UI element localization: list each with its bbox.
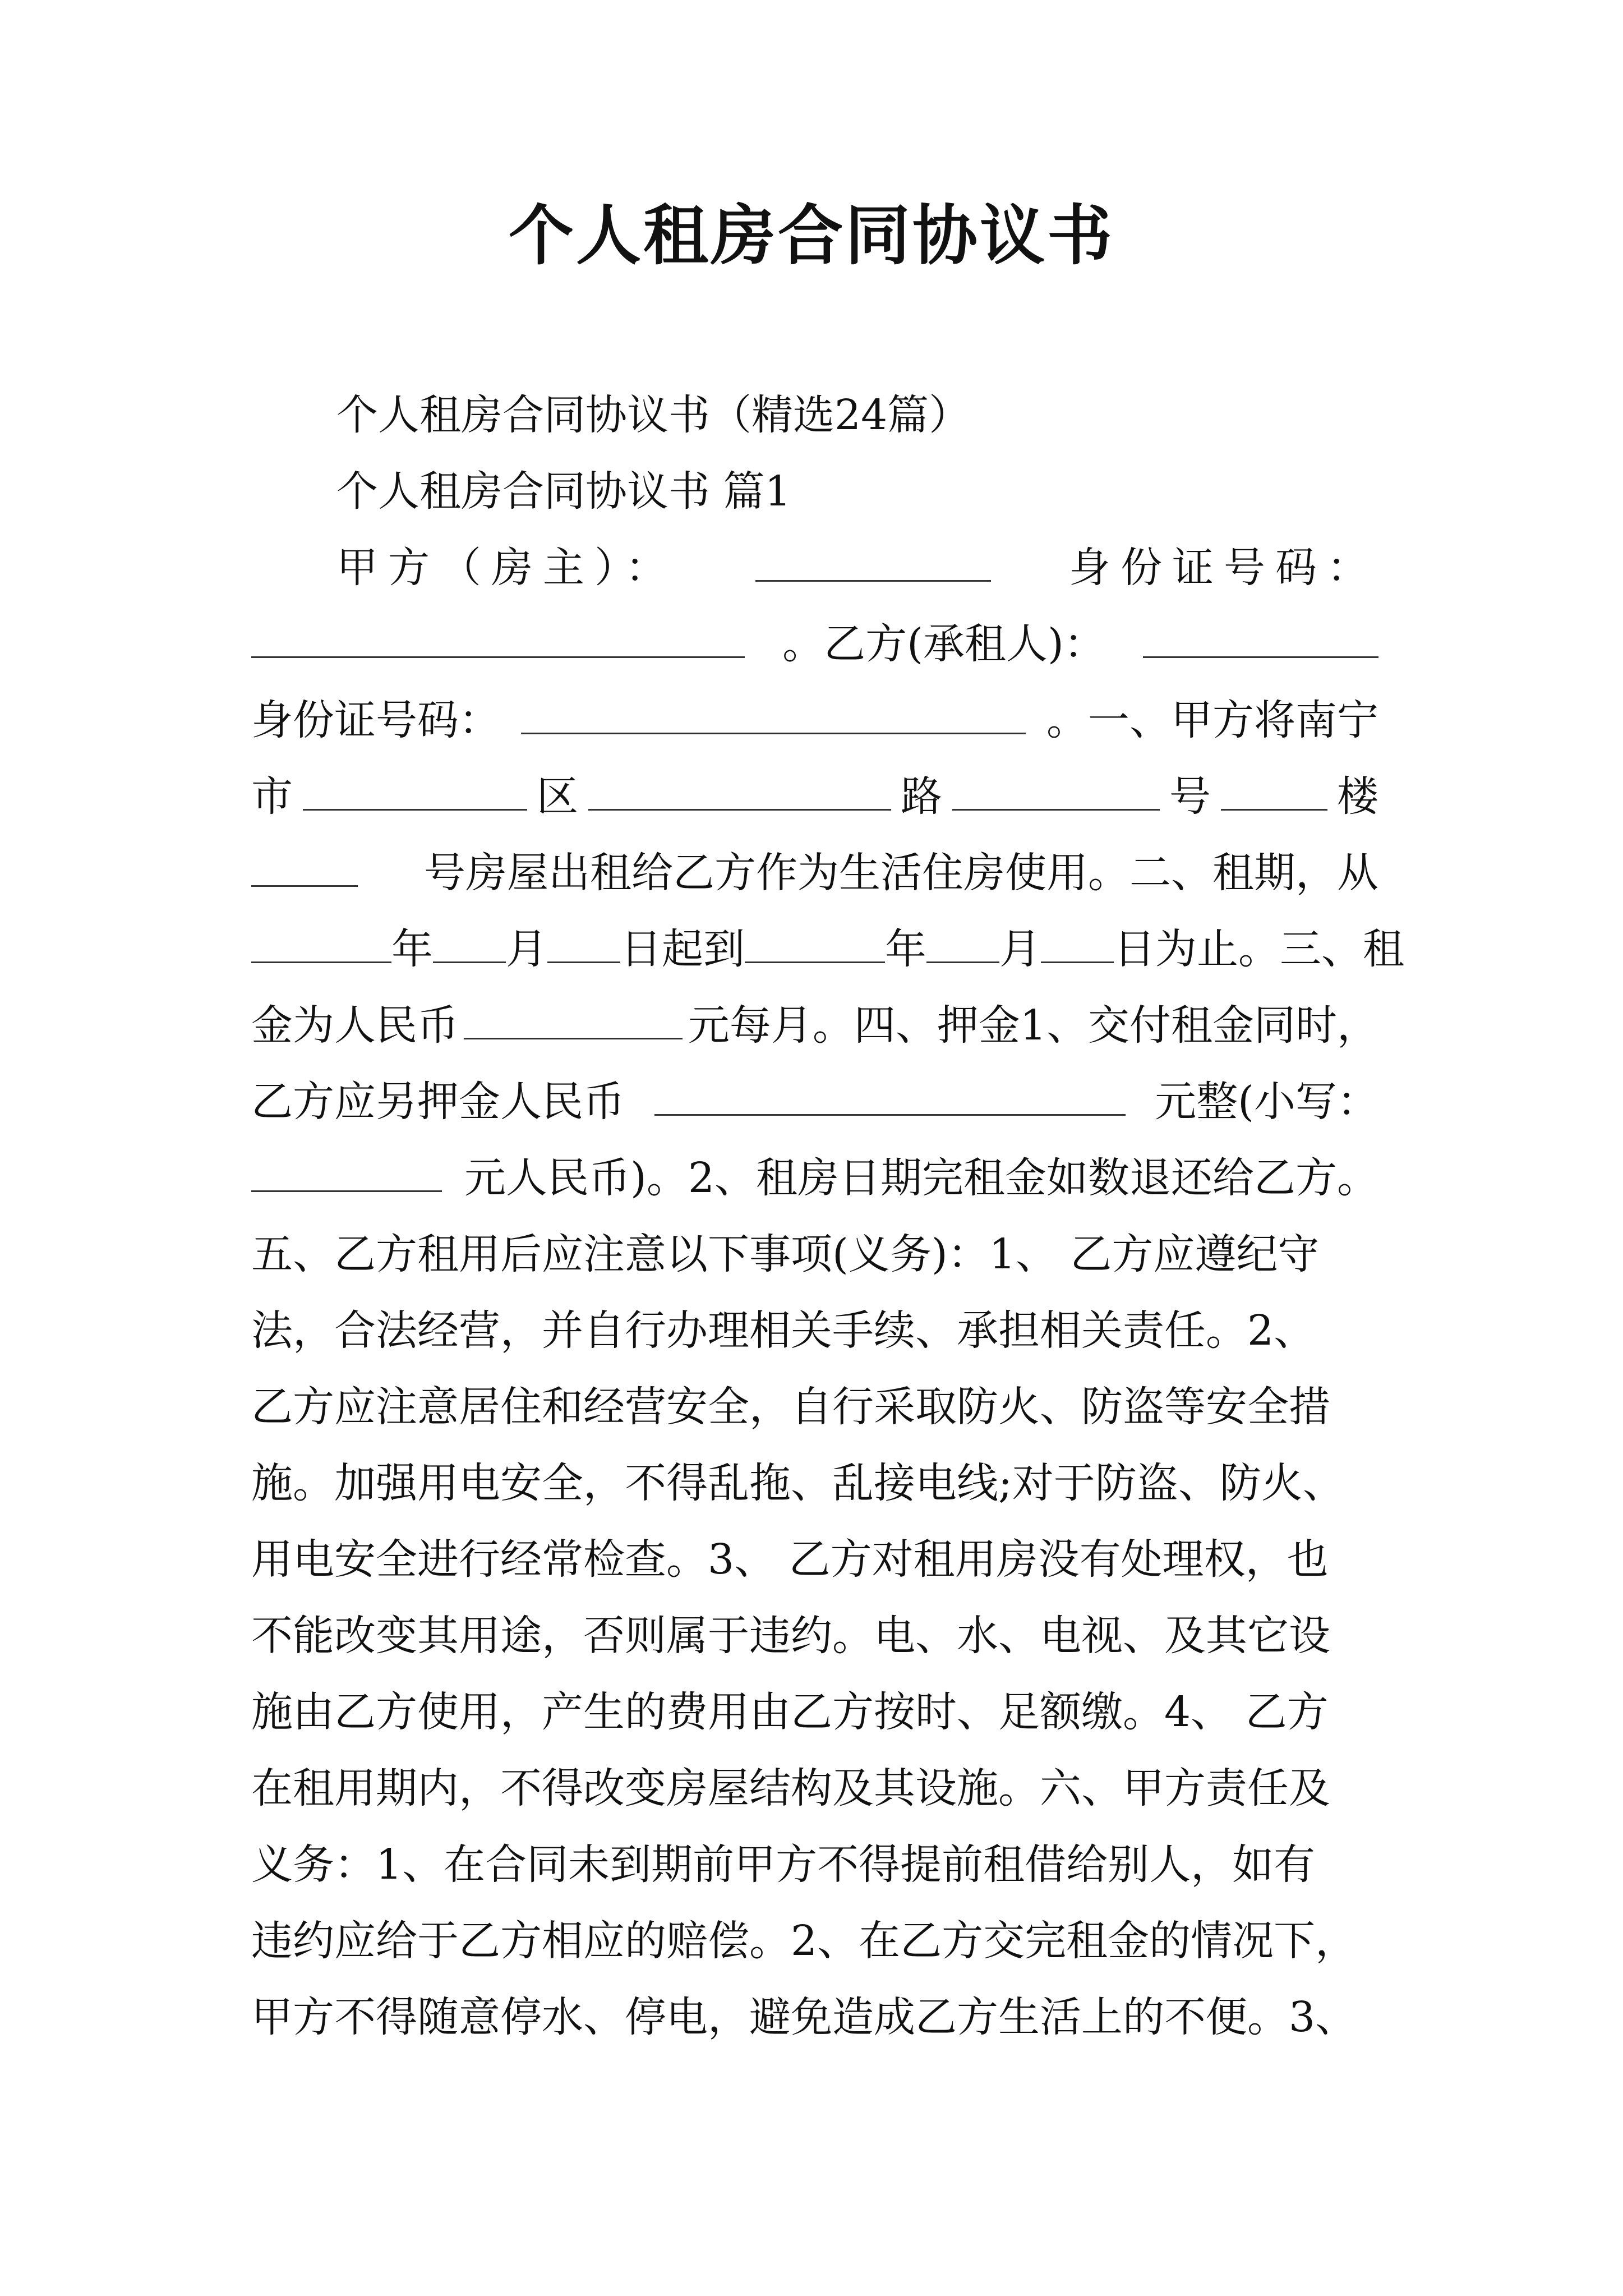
month-label: 月	[506, 925, 547, 973]
body-line-15: 不能改变其用途，否则属于违约。电、水、电视、及其它设	[251, 1612, 1330, 1660]
building-label: 楼	[1337, 772, 1378, 821]
road-label: 路	[901, 772, 942, 821]
term-end-label: 日为止。三、租	[1114, 925, 1404, 973]
year-label: 年	[391, 925, 433, 973]
body-line-7	[251, 987, 1378, 1064]
landlord-label: 甲方（房主）：	[336, 544, 677, 592]
end-month-blank	[926, 926, 999, 963]
road-blank	[952, 773, 1160, 811]
deposit-small-blank	[251, 1154, 442, 1192]
clause-one-end: 号房屋出租给乙方作为生活住房使用。二、租期，从	[424, 849, 1378, 897]
year-label: 年	[885, 925, 926, 973]
body-line-14: 用电安全进行经常检查。3、 乙方对租用房没有处理权，也	[251, 1535, 1329, 1584]
body-line-16: 施由乙方使用，产生的费用由乙方按时、足额缴。4、 乙方	[251, 1688, 1329, 1736]
body-line-9	[251, 1140, 1378, 1216]
body-line-19: 违约应给于乙方相应的赔偿。2、在乙方交完租金的情况下，	[251, 1917, 1357, 1965]
tenant-name-blank	[1143, 620, 1378, 658]
body-line-11: 法，合法经营，并自行办理相关手续、承担相关责任。2、	[251, 1306, 1316, 1355]
deposit-blank	[654, 1078, 1126, 1116]
start-year-blank	[251, 926, 391, 963]
room-blank	[251, 849, 358, 887]
district-label: 区	[537, 772, 578, 821]
month-label: 月	[999, 925, 1041, 973]
rent-blank	[464, 1002, 683, 1039]
deposit-refund-clause: 元人民币)。2、租房日期完租金如数退还给乙方。	[464, 1154, 1378, 1202]
document-title: 个人租房合同协议书	[509, 197, 1114, 274]
body-line-1	[336, 530, 1378, 606]
body-line-2	[251, 606, 1378, 682]
body-line-13: 施。加强用电安全，不得乱拖、乱接电线;对于防盗、防火、	[251, 1459, 1344, 1507]
body-line-20: 甲方不得随意停水、停电，避免造成乙方生活上的不便。3、	[251, 1993, 1357, 2041]
body-line-5	[251, 835, 1378, 911]
district-blank	[588, 773, 891, 811]
clause-one-start: 。一、甲方将南宁	[1046, 696, 1378, 744]
body-line-18: 义务：1、在合同未到期前甲方不得提前租借给别人，如有	[251, 1841, 1316, 1889]
end-day-blank	[1041, 926, 1114, 963]
body-line-3	[251, 682, 1378, 758]
start-month-blank	[433, 926, 506, 963]
deposit-label: 乙方应另押金人民币	[251, 1078, 625, 1126]
tenant-id-blank	[521, 697, 1026, 734]
deposit-unit-label: 元整(小写：	[1155, 1078, 1378, 1126]
body-line-12: 乙方应注意居住和经营安全，自行采取防火、防盗等安全措	[251, 1383, 1330, 1431]
body-line-17: 在租用期内，不得改变房屋结构及其设施。六、甲方责任及	[251, 1764, 1330, 1812]
landlord-id-label: 身份证号码：	[1069, 544, 1378, 592]
body-line-4	[251, 758, 1378, 835]
landlord-name-blank	[755, 544, 991, 582]
tenant-id-label: 身份证号码：	[251, 696, 500, 744]
tenant-label: 。乙方(承租人)：	[782, 620, 1105, 668]
rent-label: 金为人民币	[251, 1001, 459, 1050]
until-label: 日起到	[620, 925, 745, 973]
body-line-8	[251, 1064, 1378, 1140]
city-blank	[303, 773, 527, 811]
city-label: 市	[251, 772, 293, 821]
number-blank	[1221, 773, 1327, 811]
number-label: 号	[1169, 772, 1211, 821]
end-year-blank	[745, 926, 885, 963]
document-subtitle: 个人租房合同协议书（精选24篇）	[336, 391, 971, 439]
start-day-blank	[547, 926, 620, 963]
section-heading: 个人租房合同协议书 篇1	[336, 467, 791, 516]
body-line-10: 五、乙方租用后应注意以下事项(义务)：1、 乙方应遵纪守	[251, 1230, 1320, 1278]
deposit-clause: 元每月。四、押金1、交付租金同时，	[688, 1001, 1378, 1050]
body-line-6	[251, 911, 1404, 987]
landlord-id-blank	[251, 620, 745, 658]
